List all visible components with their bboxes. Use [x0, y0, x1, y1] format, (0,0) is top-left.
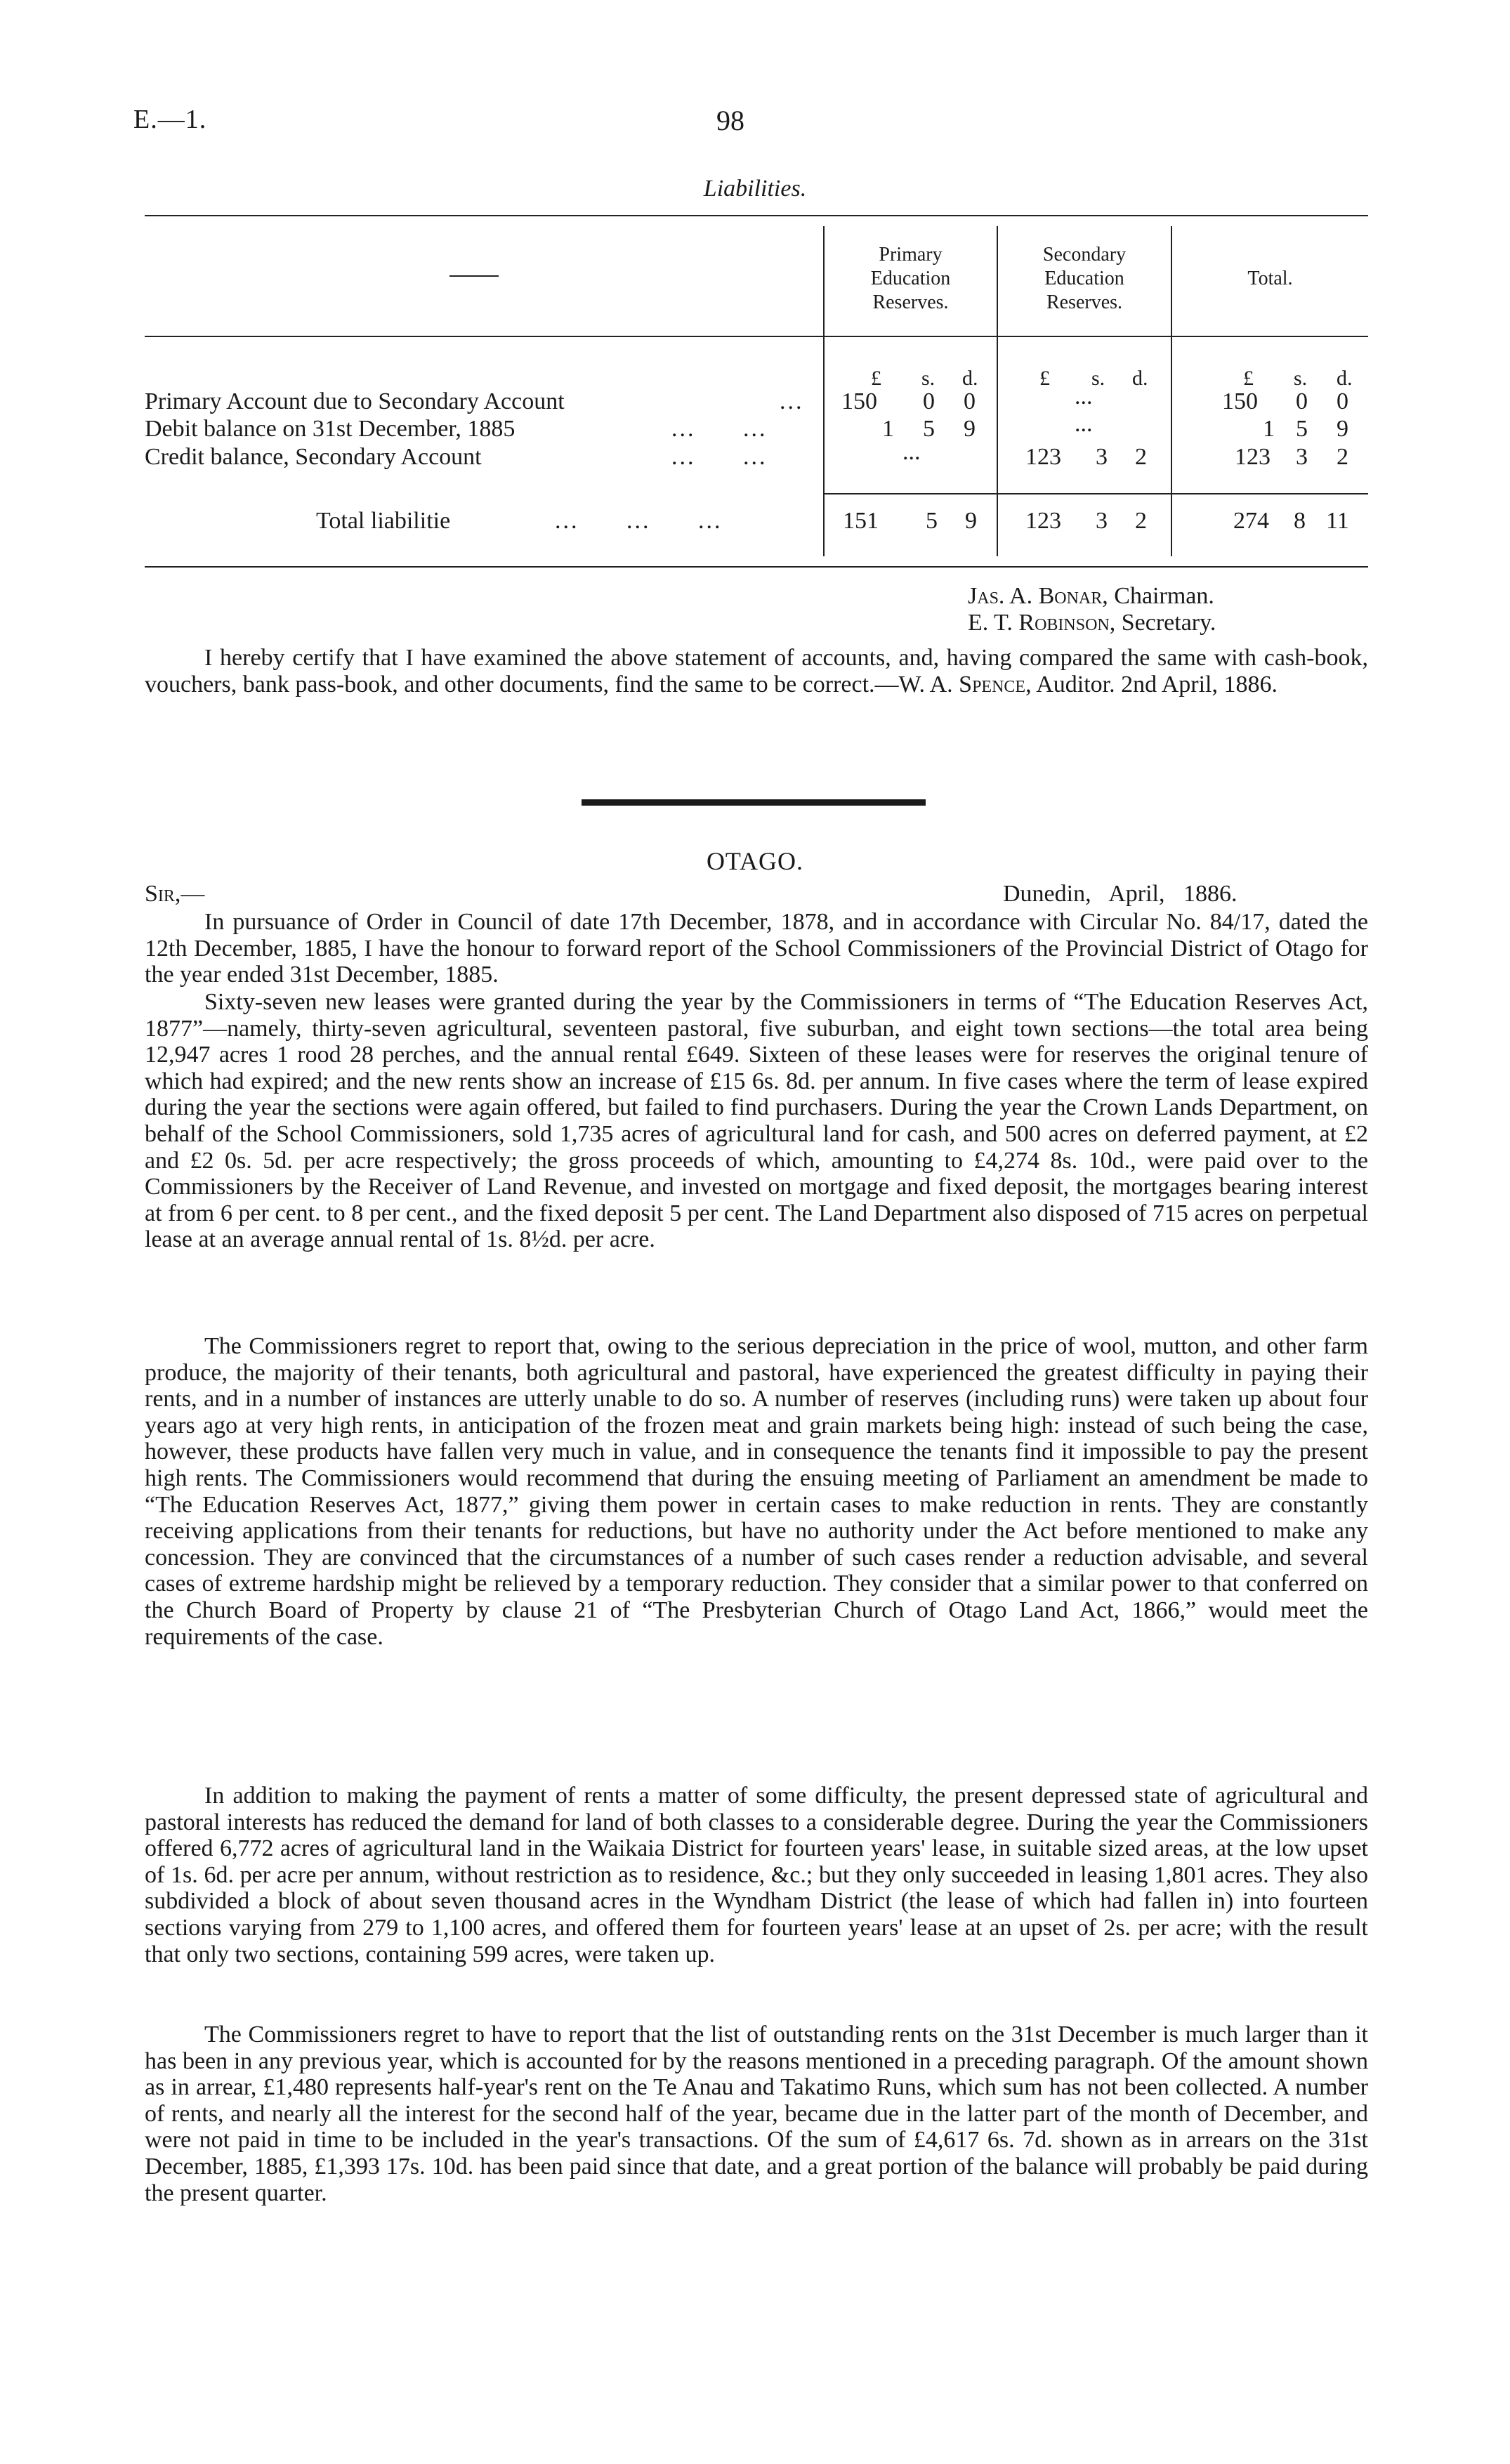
- unit-pence: d.: [1132, 367, 1148, 390]
- signatory-role: , Secretary.: [1109, 610, 1216, 636]
- unit-pence: d.: [962, 367, 978, 390]
- document-reference: E.—1.: [133, 105, 207, 134]
- row-label: Primary Account due to Secondary Account: [145, 388, 565, 414]
- column-header-total: [1172, 267, 1368, 291]
- report-paragraph: The Commissioners regret to report that, owing to the serious depreciation in the price of wool, mutton, and other farm produce, the majority of their tenants, both agricultural and pastoral, have experienced the greatest difficulty in paying their rents, and in a number of instances are utterly unable to do so. A number of reserves (including runs) were taken up about four years ago at very high rents, in anticipation of the frozen meat and grain markets being high: instead of such being the case, however, these products have fallen very much in value, and in consequence the tenants find it impossible to pay the present high rents. The Commissioners would recommend that during the ensuing meeting of Parliament an amendment be made to “The Education Reserves Act, 1877,” giving them power in certain cases to make reduction in rents. They are constantly receiving applications from their tenants for reductions, but have no authority under the Act before mentioned to make any concession. They are convinced that the circumstances of a number of such cases render a reduction advisable, and several cases of extreme hardship might be relieved by a temporary reduction. They consider that a similar power to that conferred on the Church Board of Property by clause 21 of “The Presbyterian Church of Otago Land Act, 1866,” would meet the requirements of the case.: [145, 1333, 1368, 1650]
- certificate-tail: , Auditor. 2nd April, 1886.: [1025, 671, 1278, 697]
- section-divider: [582, 799, 926, 806]
- cell-total-shillings: 3: [1296, 444, 1308, 470]
- cell-secondary-pence: 2: [1135, 444, 1147, 470]
- signature-chairman: [968, 583, 1214, 610]
- row-leader-dots: ... ...: [671, 444, 768, 470]
- cell-secondary-empty: ...: [1075, 384, 1093, 409]
- unit-shilling: s.: [921, 367, 935, 390]
- signature-secretary: [968, 610, 1216, 636]
- cell-primary-pounds: 1: [882, 416, 894, 442]
- unit-pound: £: [1243, 367, 1254, 390]
- page-number: 98: [716, 105, 744, 136]
- row-label: Debit balance on 31st December, 1885: [145, 416, 516, 442]
- total-grand-pence: 11: [1326, 508, 1349, 534]
- table-title: Liabilities.: [703, 176, 807, 202]
- signatory-name: Jas. A. Bonar: [968, 583, 1103, 609]
- section-title: OTAGO.: [706, 847, 804, 875]
- column-header-line: Reserves.: [1046, 291, 1123, 313]
- report-paragraph: The Commissioners regret to have to report that the list of outstanding rents on the 31st December is much larger than it has been in any previous year, which is accounted for by the reasons mentioned in a preceding paragraph. Of the amount shown as in arrear, £1,480 represents half-year's rent on the Te Anau and Takatimo Runs, which sum has not been collected. A number of rents, and nearly all the interest for the second half of the year, became due in the latter part of the month of December, and were not paid in time to be included in the year's transactions. Of the sum of £4,617 6s. 7d. shown as in arrears on the 31st December, 1885, £1,393 17s. 10d. has been paid since that date, and a great portion of the balance will probably be paid during the present quarter.: [145, 2021, 1368, 2206]
- row-label: Credit balance, Secondary Account: [145, 444, 482, 470]
- column-header-primary: [825, 243, 997, 315]
- auditor-name: Spence: [959, 671, 1026, 697]
- table-top-rule: [145, 215, 1368, 216]
- total-grand-pounds: 274: [1233, 508, 1269, 534]
- row-leader-dots: ... ... ...: [555, 508, 723, 534]
- cell-primary-pence: 9: [964, 416, 976, 442]
- table-header-rule: [145, 336, 1368, 337]
- unit-shilling: s.: [1091, 367, 1105, 390]
- column-header-line: Education: [870, 268, 951, 289]
- row-leader-dots: ...: [780, 388, 804, 414]
- signatory-name: E. T. Robinson: [968, 610, 1110, 636]
- total-secondary-shillings: 3: [1096, 508, 1108, 534]
- cell-secondary-empty: ...: [1075, 411, 1093, 437]
- table-bottom-rule: [145, 566, 1368, 568]
- cell-total-shillings: 5: [1296, 416, 1308, 442]
- cell-total-pounds: 150: [1222, 388, 1258, 414]
- salutation: Sir,—: [145, 881, 205, 907]
- column-header-line: Primary: [879, 244, 943, 266]
- column-header-line: Total.: [1247, 268, 1293, 289]
- report-paragraph: In pursuance of Order in Council of date 17th December, 1878, and in accordance with Circular No. 84/17, dated the 12th December, 1885, I have the honour to forward report of the School Commissioners of the Provincial District of Otago for the year ended 31st December, 1885.: [145, 909, 1368, 988]
- column-header-line: Education: [1044, 268, 1124, 289]
- cell-primary-pence: 0: [964, 388, 976, 414]
- cell-primary-shillings: 5: [923, 416, 935, 442]
- cell-total-pounds: 123: [1235, 444, 1271, 470]
- unit-pence: d.: [1337, 367, 1353, 390]
- label-column-placeholder: [449, 275, 499, 277]
- cell-primary-pounds: 150: [841, 388, 877, 414]
- report-paragraph: In addition to making the payment of rents a matter of some difficulty, the present depressed state of agricultural and pastoral interests has reduced the demand for land of both classes to a considerable degree. During the year the Commissioners offered 6,772 acres of agricultural land in the Waikaia District for fourteen years' lease, in suitable sized areas, at the low upset of 1s. 6d. per acre per annum, without restriction as to residence, &c.; but they only succeeded in leasing 1,801 acres. They also subdivided a block of about seven thousand acres in the Wyndham District (the lease of which had fallen in) into fourteen sections varying from 279 to 1,100 acres, and offered them for fourteen years' lease at an upset of 2s. per acre; with the result that only two sections, containing 599 acres, were taken up.: [145, 1783, 1368, 1967]
- total-secondary-pence: 2: [1135, 508, 1147, 534]
- unit-pound: £: [871, 367, 881, 390]
- signatory-role: , Chairman.: [1102, 583, 1214, 609]
- cell-total-shillings: 0: [1296, 388, 1308, 414]
- total-primary-pounds: 151: [843, 508, 879, 534]
- total-primary-pence: 9: [965, 508, 977, 534]
- total-grand-shillings: 8: [1294, 508, 1306, 534]
- column-header-line: Secondary: [1042, 244, 1127, 266]
- cell-total-pounds: 1: [1263, 416, 1275, 442]
- cell-secondary-shillings: 3: [1096, 444, 1108, 470]
- cell-total-pence: 9: [1337, 416, 1348, 442]
- cell-primary-shillings: 0: [923, 388, 935, 414]
- report-paragraph: Sixty-seven new leases were granted during the year by the Commissioners in terms of “The Education Reserves Act, 1877”—namely, thirty-seven agricultural, seventeen pastoral, five suburban, and eight town sections—the total area being 12,947 acres 1 rood 28 perches, and the annual rental £649. Sixteen of these leases were for reserves the original tenure of which had expired; and the new rents show an increase of £15 6s. 8d. per annum. In five cases where the term of lease expired during the year the sections were again offered, but failed to find purchasers. During the year the Crown Lands Department, on behalf of the School Commissioners, sold 1,735 acres of agricultural land for cash, and 500 acres on deferred payment, at £2 and £2 0s. 5d. per acre respectively; the gross proceeds of which, amounting to £4,274 8s. 10d., were paid over to the Commissioners by the Receiver of Land Revenue, and invested on mortgage and fixed deposit, the mortgages bearing interest at from 6 per cent. to 8 per cent., and the fixed deposit 5 per cent. The Land Department also disposed of 715 acres on perpetual lease at an average annual rental of 1s. 8½d. per acre.: [145, 989, 1368, 1253]
- table-subtotal-rule: [823, 493, 1368, 494]
- cell-primary-empty: ...: [902, 439, 921, 465]
- column-header-line: Reserves.: [872, 291, 949, 313]
- row-leader-dots: ... ...: [671, 416, 768, 442]
- total-secondary-pounds: 123: [1025, 508, 1061, 534]
- cell-total-pence: 0: [1337, 388, 1348, 414]
- unit-pound: £: [1039, 367, 1050, 390]
- auditor-certificate: [145, 645, 1368, 697]
- unit-shilling: s.: [1294, 367, 1308, 390]
- cell-secondary-pounds: 123: [1025, 444, 1061, 470]
- place-date: Dunedin, April, 1886.: [1003, 881, 1237, 907]
- cell-total-pence: 2: [1337, 444, 1348, 470]
- total-primary-shillings: 5: [926, 508, 938, 534]
- certificate-text: I hereby certify that I have examined the above statement of accounts, and, having compared the same with cash-book, vouchers, bank pass-book, and other documents, find the same to be correct.—W. A.: [145, 645, 1368, 697]
- total-row-label: Total liabilitie: [316, 508, 451, 534]
- column-header-secondary: [998, 243, 1171, 315]
